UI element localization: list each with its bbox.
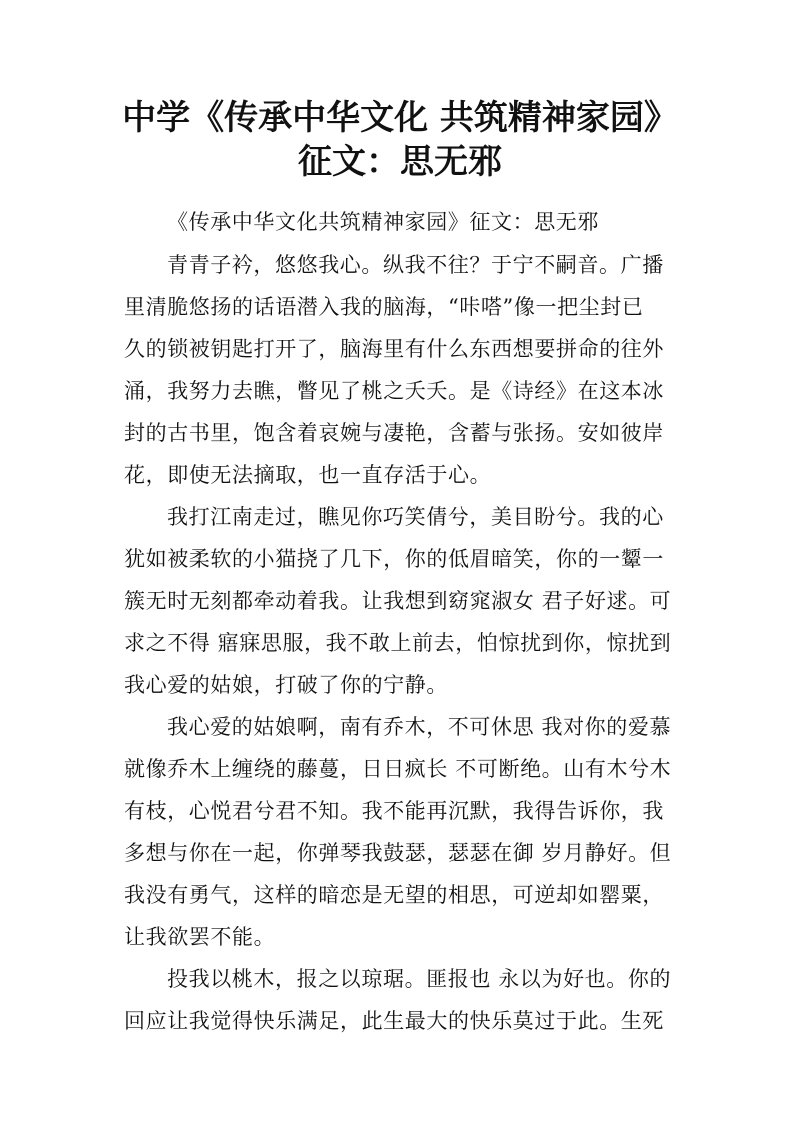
paragraph-line: 封的古书里，饱含着哀婉与凄艳，含蓄与张扬。安如彼岸: [124, 421, 664, 445]
paragraph-line: 就像乔木上缠绕的藤蔓，日日疯长 不可断绝。山有木兮木: [124, 757, 672, 781]
paragraph-line: 求之不得 寤寐思服，我不敢上前去，怕惊扰到你，惊扰到: [124, 631, 672, 655]
paragraph-line: 我打江南走过，瞧见你巧笑倩兮，美目盼兮。我的心: [167, 505, 664, 529]
page-title-line-2: 征文：思无邪: [298, 142, 502, 182]
paragraph-line: 回应让我觉得快乐满足，此生最大的快乐莫过于此。生死: [124, 1009, 664, 1033]
paragraph-line: 青青子衿，悠悠我心。纵我不往？于宁不嗣音。广播: [167, 253, 664, 277]
paragraph-line: 我心爱的姑娘，打破了你的宁静。: [124, 673, 448, 697]
paragraph-line: 有枝，心悦君兮君不知。我不能再沉默，我得告诉你，我: [124, 799, 664, 823]
paragraph-line: 多想与你在一起，你弹琴我鼓瑟，瑟瑟在御 岁月静好。但: [124, 841, 672, 865]
subtitle-line: 《传承中华文化共筑精神家园》征文：思无邪: [167, 210, 599, 234]
page-title-line-1: 中学《传承中华文化 共筑精神家园》: [122, 98, 678, 138]
paragraph-line: 簇无时无刻都牵动着我。让我想到窈窕淑女 君子好逑。可: [124, 589, 672, 613]
paragraph-line: 我没有勇气，这样的暗恋是无望的相思，可逆却如罂粟，: [124, 883, 664, 907]
paragraph-line: 涌，我努力去瞧，瞥见了桃之夭夭。是《诗经》在这本冰: [124, 379, 664, 403]
paragraph-line: 久的锁被钥匙打开了，脑海里有什么东西想要拼命的往外: [124, 337, 664, 361]
paragraph-line: 花，即使无法摘取，也一直存活于心。: [124, 463, 492, 487]
paragraph-line: 让我欲罢不能。: [124, 925, 276, 949]
paragraph-line: 犹如被柔软的小猫挠了几下，你的低眉暗笑，你的一颦一: [124, 547, 664, 571]
paragraph-line: 我心爱的姑娘啊，南有乔木，不可休思 我对你的爱慕: [167, 715, 672, 739]
paragraph-line: 里清脆悠扬的话语潜入我的脑海，“咔嗒”像一把尘封已: [124, 295, 644, 319]
paragraph-line: 投我以桃木，报之以琼琚。匪报也 永以为好也。你的: [167, 967, 672, 991]
